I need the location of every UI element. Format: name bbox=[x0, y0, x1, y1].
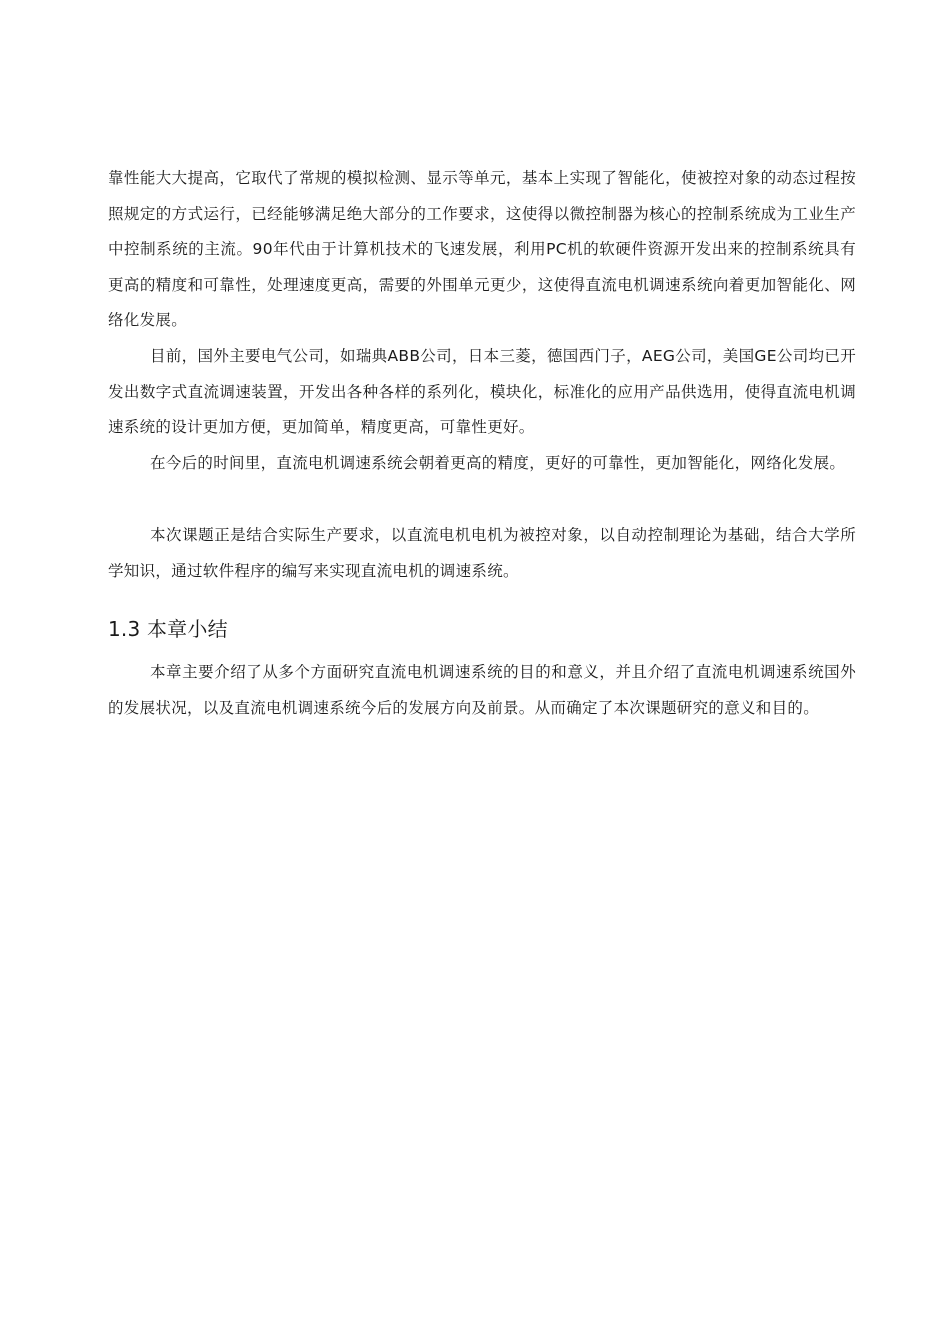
paragraph-future-trend: 在今后的时间里，直流电机调速系统会朝着更高的精度，更好的可靠性，更加智能化，网络化发展。 bbox=[150, 454, 846, 472]
paragraph-foreign-companies: 目前，国外主要电气公司，如瑞典ABB公司，日本三菱，德国西门子，AEG公司，美国GE公司均已开发出数字式直流调速装置，开发出各种各样的系列化，模块化，标准化的应用产品供选用，使得直流电机调速系统的设计更加方便，更加简单，精度更高，可靠性更好。 bbox=[108, 347, 856, 436]
paragraph-project-purpose: 本次课题正是结合实际生产要求，以直流电机电机为被控对象，以自动控制理论为基础，结合大学所学知识，通过软件程序的编写来实现直流电机的调速系统。 bbox=[108, 526, 856, 580]
paragraph-continuation: 靠性能大大提高，它取代了常规的模拟检测、显示等单元，基本上实现了智能化，使被控对象的动态过程按照规定的方式运行，已经能够满足绝大部分的工作要求，这使得以微控制器为核心的控制系统成为工业生产中控制系统的主流。90年代由于计算机技术的飞速发展，利用PC机的软硬件资源开发出来的控制系统具有更高的精度和可靠性，处理速度更高，需要的外围单元更少，这使得直流电机调速系统向着更加智能化、网络化发展。 bbox=[108, 169, 856, 329]
paragraph-chapter-summary: 本章主要介绍了从多个方面研究直流电机调速系统的目的和意义，并且介绍了直流电机调速系统国外的发展状况，以及直流电机调速系统今后的发展方向及前景。从而确定了本次课题研究的意义和目的。 bbox=[108, 663, 856, 717]
section-heading: 1.3 本章小结 bbox=[108, 617, 228, 641]
